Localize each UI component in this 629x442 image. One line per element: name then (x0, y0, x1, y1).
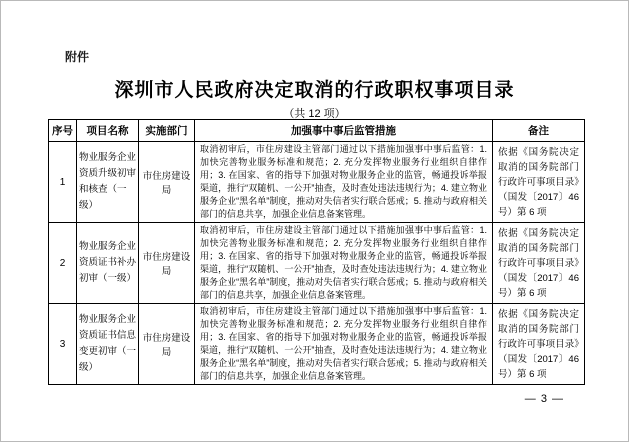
project-name-cell: 物业服务企业资质证书补办初审（一级） (77, 223, 139, 304)
table-header-row (49, 120, 585, 142)
catalog-table (48, 119, 585, 385)
column-header-department: 实施部门 (139, 120, 195, 142)
department-cell: 市住房建设局 (139, 142, 195, 223)
attachment-label: 附件 (65, 50, 90, 64)
table-row (49, 142, 585, 223)
note-cell: 依据《国务院决定取消的国务院部门行政许可事项目录》（国发〔2017〕46 号）第 6 项 (493, 304, 585, 385)
column-header-project-name: 项目名称 (77, 120, 139, 142)
page-number: — 3 — (524, 393, 564, 405)
measures-cell: 取消初审后，市住房建设主管部门通过以下措施加强事中事后监管：1. 加快完善物业服务标准和规范；2. 充分发挥物业服务行业组织自律作用；3. 在国家、省的指导下加强对物业服务企业的监管，畅通投诉举报渠道，推行“双随机、一公开”抽查，及时查处违法违规行为；4. 建立物业服务企业“黑名单”制度，推动对失信者实行联合惩戒；5. 推动与政府相关部门的信息共享，加强企业信息备案管理。 (195, 304, 493, 385)
project-name-cell: 物业服务企业资质升级初审和核查（一级） (77, 142, 139, 223)
column-header-measures: 加强事中事后监管措施 (195, 120, 493, 142)
page-title: 深圳市人民政府决定取消的行政职权事项目录 (114, 80, 515, 101)
seq-cell: 1 (49, 142, 77, 223)
table-row (49, 304, 585, 385)
project-name-cell: 物业服务企业资质证书信息变更初审（一级） (77, 304, 139, 385)
seq-cell: 3 (49, 304, 77, 385)
note-cell: 依据《国务院决定取消的国务院部门行政许可事项目录》（国发〔2017〕46 号）第 6 项 (493, 142, 585, 223)
column-header-seq: 序号 (49, 120, 77, 142)
department-cell: 市住房建设局 (139, 304, 195, 385)
measures-cell: 取消初审后，市住房建设主管部门通过以下措施加强事中事后监管：1. 加快完善物业服务标准和规范；2. 充分发挥物业服务行业组织自律作用；3. 在国家、省的指导下加强对物业服务企业的监管，畅通投诉举报渠道，推行“双随机、一公开”抽查，及时查处违法违规行为；4. 建立物业服务企业“黑名单”制度，推动对失信者实行联合惩戒；5. 推动与政府相关部门的信息共享，加强企业信息备案管理。 (195, 142, 493, 223)
page-subtitle: （共 12 项） (283, 108, 346, 120)
department-cell: 市住房建设局 (139, 223, 195, 304)
measures-cell: 取消初审后，市住房建设主管部门通过以下措施加强事中事后监管：1. 加快完善物业服务标准和规范；2. 充分发挥物业服务行业组织自律作用；3. 在国家、省的指导下加强对物业服务企业的监管，畅通投诉举报渠道，推行“双随机、一公开”抽查，及时查处违法违规行为；4. 建立物业服务企业“黑名单”制度，推动对失信者实行联合惩戒；5. 推动与政府相关部门的信息共享，加强企业信息备案管理。 (195, 223, 493, 304)
column-header-note: 备注 (493, 120, 585, 142)
note-cell: 依据《国务院决定取消的国务院部门行政许可事项目录》（国发〔2017〕46 号）第 6 项 (493, 223, 585, 304)
seq-cell: 2 (49, 223, 77, 304)
table-row (49, 223, 585, 304)
